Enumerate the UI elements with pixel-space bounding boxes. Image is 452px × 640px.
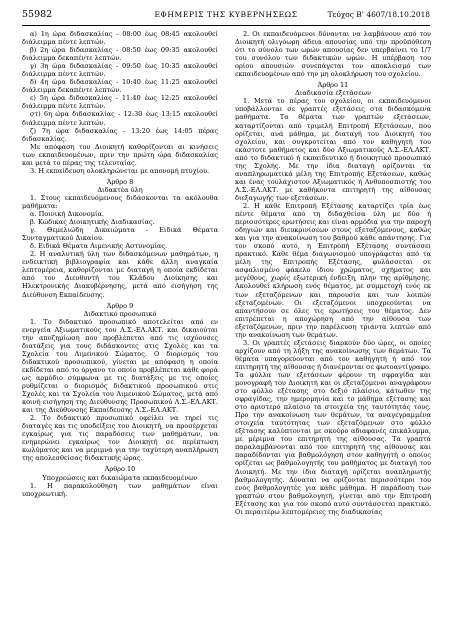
paragraph: β. Κώδικας Διοικητικής Διαδικασίας. xyxy=(30,218,155,227)
header-rule xyxy=(22,25,430,26)
page-number: 55982 xyxy=(22,9,53,20)
article-heading: Διδακτέα ύλη xyxy=(97,185,143,194)
article-heading: Άρθρο 9 xyxy=(106,301,134,310)
right-column xyxy=(235,30,431,516)
paragraph: Με απόφαση του Διοικητή καθορίζονται αι κινήσεις των εκπαιδευομένων, πριν την πρώτη ώρα διδασκαλίας και μετά το πέρας της τελευταίας. xyxy=(22,142,218,167)
paragraph: α. Ποινική Δικονομία. xyxy=(30,210,105,219)
paragraph: στ) 6η ώρα διδασκαλίας - 12:30 έως 13:15 ακολουθεί διάλειμμα πέντε λεπτών. xyxy=(22,110,218,127)
paragraph: α) 1η ώρα διδασκαλίας - 08:00 έως 08:45 ακολουθεί διάλειμμα πέντε λεπτών. xyxy=(22,30,218,47)
article-heading: Διαδικασία εξετάσεων xyxy=(295,89,371,98)
article-heading: Υποχρεώσεις και δικαιώματα εκπαιδευομένων xyxy=(42,473,198,482)
article-heading: Άρθρο 8 xyxy=(106,177,134,186)
article-heading: Άρθρο 10 xyxy=(104,465,136,474)
paragraph: 2. Η κάθε Επιτροπή Εξέτασης καταρτίζει τρία έως πέντε θέματα από τη διδαχθείσα ύλη με δύο ή περισσότερες ερωτήσεις και είναι αρμόδια για την παροχή οδηγιών και διευκρινίσεων στους εξεταζόμενους, καθώς και για την ανακοίνωση του βαθμού κάθε απάντησης. Για τον σκοπό αυτό, η Επιτροπή Εξέτασης συντάσσει πρακτικό. Κάθε θέμα διαγωνισμού υπογράφεται από τα μέλη της Επιτροπής Εξέτασης, φυλάσσεται σε ασφαλισμένο φάκελο ίδιου χρώματος, σχήματος και μεγέθους, χωρίς εξωτερική ένδειξη, πλην της αρίθμησης. Ακολουθεί κλήρωση ενός θέματος, με συμμετοχή ενός εκ των εξεταζόμενων και παρουσία και των λοιπών εξεταζομένων. Οι εξεταζόμενοι υποχρεούνται να απαντήσουν σε όλες τις ερωτήσεις του θέματος. Δεν επιτρέπεται η αποχώρηση από την αίθουσα των εξεταζόμενων, πριν την παρέλευση τριάντα λεπτών από την ανακοίνωση των θεμάτων. xyxy=(235,201,431,339)
paragraph: δ) 4η ώρα διδασκαλίας - 10:40 έως 11:25 ακολουθεί διάλειμμα δεκαπέντε λεπτών. xyxy=(22,78,218,95)
gazette-title: ΕΦΗΜΕΡΙΣ ΤΗΣ ΚΥΒΕΡΝΗΣΕΩΣ xyxy=(154,10,298,19)
left-column xyxy=(22,30,218,498)
page-header xyxy=(22,9,430,23)
issue-reference: Τεύχος Β’ 4607/18.10.2018 xyxy=(327,10,430,19)
paragraph: γ) 3η ώρα διδασκαλίας - 09:50 έως 10:35 ακολουθεί διάλειμμα πέντε λεπτών. xyxy=(22,62,218,79)
paragraph: ζ) 7η ώρα διδασκαλίας - 13:20 έως 14:05 πέρας διδασκαλίας. xyxy=(22,126,218,143)
paragraph: 2. Το διδακτικό προσωπικό οφείλει να τηρεί τις διαταγές και τις υποδείξεις του Διοικητή, να προσέρχεται εγκαίρως για τις παραδόσεις των μαθημάτων, να ενημερώνει εγκαίρως τον Διοικητή σε περίπτωση κωλύματος και να μεριμνά για την ταχύτερη αναπλήρωση της απολεσθείσας διδακτικής ώρας. xyxy=(22,414,218,463)
paragraph: 3. Οι γραπτές εξετάσεις διαρκούν δύο ώρες, οι οποίες αρχίζουν από τη λήξη της ανακοίνωσης των θεμάτων. Τα θέματα υπαγορεύονται από τον καθηγητή ή από τον επιτηρητή της αίθουσας ή διανέμονται σε φωτοαντίγραφο. Τα φύλλα των εξετάσεων φέρουν τη σφραγίδα και μονογραφή του Διοικητή και οι εξεταζόμενοι αναγράφουν στο φύλλο εξέτασης στο δεξιό πλαίσιο, κάτωθεν της σφραγίδας, την ημερομηνία και το μάθημα εξέτασης και στο αριστερό πλαίσιο τα στοιχεία της ταυτότητάς τους. Προ την ανακοίνωση των θεμάτων, τα αναγεγραμμένα στοιχεία ταυτότητας των εξεταζόμενων στο φύλλο εξέτασης καλύπτονται με σκούρο αδιαφανές επικάλυμμα, με μέριμνα του επιτηρητή της αίθουσας. Τα γραπτά παραλαμβάνονται από τον επιτηρητή της αίθουσας και παραδίδονται για βαθμολόγηση στον καθηγητή ο οποίος ορίζεται ως βαθμολογητής του μαθήματος με διαταγή του Διοικητή. Με την ίδια διαταγή ορίζεται αναπληρωτής βαθμολογητής. Δύναται να ορίζονται περισσότεροι του ενός βαθμολογητές για κάθε μάθημα. Η παράδοση των γραπτών στον βαθμολογητή, γίνεται από την Επιτροπή Εξέτασης και για τον σκοπό αυτό συντάσσεται πρακτικό. Οι περαιτέρω λεπτομέρειες της διαδικασίας xyxy=(235,338,431,516)
paragraph: β) 2η ώρα διδασκαλίας - 08:50 έως 09:35 ακολουθεί διάλειμμα δεκαπέντε λεπτών. xyxy=(22,46,218,63)
paragraph: 2. Οι εκπαιδευόμενοι δύνανται να λαμβάνουν από τον Διοικητή ολιγόωρη άδεια απουσίας υπό την προϋπόθεση ότι το σύνολο των ωρών απουσίας δεν υπερβαίνει το 1/7 του συνόλου των διδακτικών ωρών. Η υπέρβαση του ορίου απουσιών συνεπάγεται τον αποκλεισμό των εκπαιδευομένων από την μη ολοκλήρωση του σχολείου. xyxy=(235,30,431,79)
paragraph: 3. Η εκπαίδευση ολοκληρώνεται με απονομή πτυχίου. xyxy=(30,166,210,175)
paragraph: 1. Μετά το πέρας του σχολείου, οι εκπαιδευόμενοι υποβάλλονται σε γραπτές εξετάσεις στα διδασκόμενα μαθήματα. Τα θέματα των γραπτών εξετάσεων, καταρτίζονται από τριμελή Επιτροπή Εξετάσεων, που ορίζεται, ανά μάθημα, με διαταγή του Διοικητή του σχολείου, και συγκροτείται από τον καθηγητή του εκάστοτε μαθήματος και δύο Αξιωματικούς Λ.Σ.-ΕΛ.ΑΚΤ. από το διδακτικό ή εκπαιδευτικό ή διοικητικό προσωπικό της Σχολής. Με την ίδια διαταγή ορίζονται τα αναπληρωματικά μέλη της Επιτροπής Εξετάσεων, καθώς και ένας τουλάχιστον Αξιωματικός ή Ανθυποσπιστής του Λ.Σ.-ΕΛ.ΑΚΤ. με καθήκοντα επιτηρητή της αίθουσας διεξαγωγής των εξετάσεων. xyxy=(235,97,431,202)
paragraph: 1. Στους εκπαιδευόμενους διδάσκονται τα ακόλουθα μαθήματα: xyxy=(22,193,218,210)
article-heading: Άρθρο 11 xyxy=(317,81,349,90)
paragraph: ε) 5η ώρα διδασκαλίας - 11:40 έως 12:25 ακολουθεί διάλειμμα πέντε λεπτών. xyxy=(22,94,218,111)
paragraph: δ. Ειδικά Θέματα Λιμενικής Αστυνομίας. xyxy=(30,242,168,251)
paragraph: 2. Η αναλυτική ύλη των διδασκόμενων μαθημάτων, η ενδεικτική βιβλιογραφία και κάθε άλλη αναγκαία λεπτομέρεια, καθορίζονται με διαταγή η οποία εκδίδεται από τον Διευθυντή του Κλάδου Διοίκησης και Ηλεκτρονικής Διακυβέρνησης, μετά από εισήγηση της Διεύθυνση Εκπαίδευσης. xyxy=(22,250,218,299)
paragraph: γ. Θεμελιώδη Δικαιώματα - Ειδικά Θέματα Συνταγματικού Δικαίου. xyxy=(22,226,218,243)
article-heading: Διδακτικό προσωπικό xyxy=(83,309,157,318)
paragraph: 1. Η παρακολούθηση των μαθημάτων είναι υποχρεωτική. xyxy=(22,481,218,498)
paragraph: 1. Το διδακτικό προσωπικό αποτελείται από εν ενεργεία Αξιωματικούς του Λ.Σ.-ΕΛ.ΑΚΤ. και δικαιούται την αποζημίωση που προβλέπεται από τις ισχύουσες διατάξεις για τους διδάσκοντες στις Σχολές και τα Σχολεία του Λιμενικού Σώματος. Ο διορισμός του διδακτικού προσωπικού, γίνεται με απόφαση η οποία εκδίδεται από το όργανο το οποίο προβλέπεται κάθε φορά ως αρμόδιο σύμφωνα με τις διατάξεις με τις οποίες ρυθμίζεται ο διορισμός διδακτικού προσωπικού στις Σχολές και τα Σχολεία του Λιμενικού Σώματος, μετά από κοινή εισήγηση της Διεύθυνσης Προσωπικού Λ.Σ.-ΕΛ.ΑΚΤ. και της Διεύθυνσης Εκπαίδευσης Λ.Σ.-ΕΛ.ΑΚΤ. xyxy=(22,317,218,415)
